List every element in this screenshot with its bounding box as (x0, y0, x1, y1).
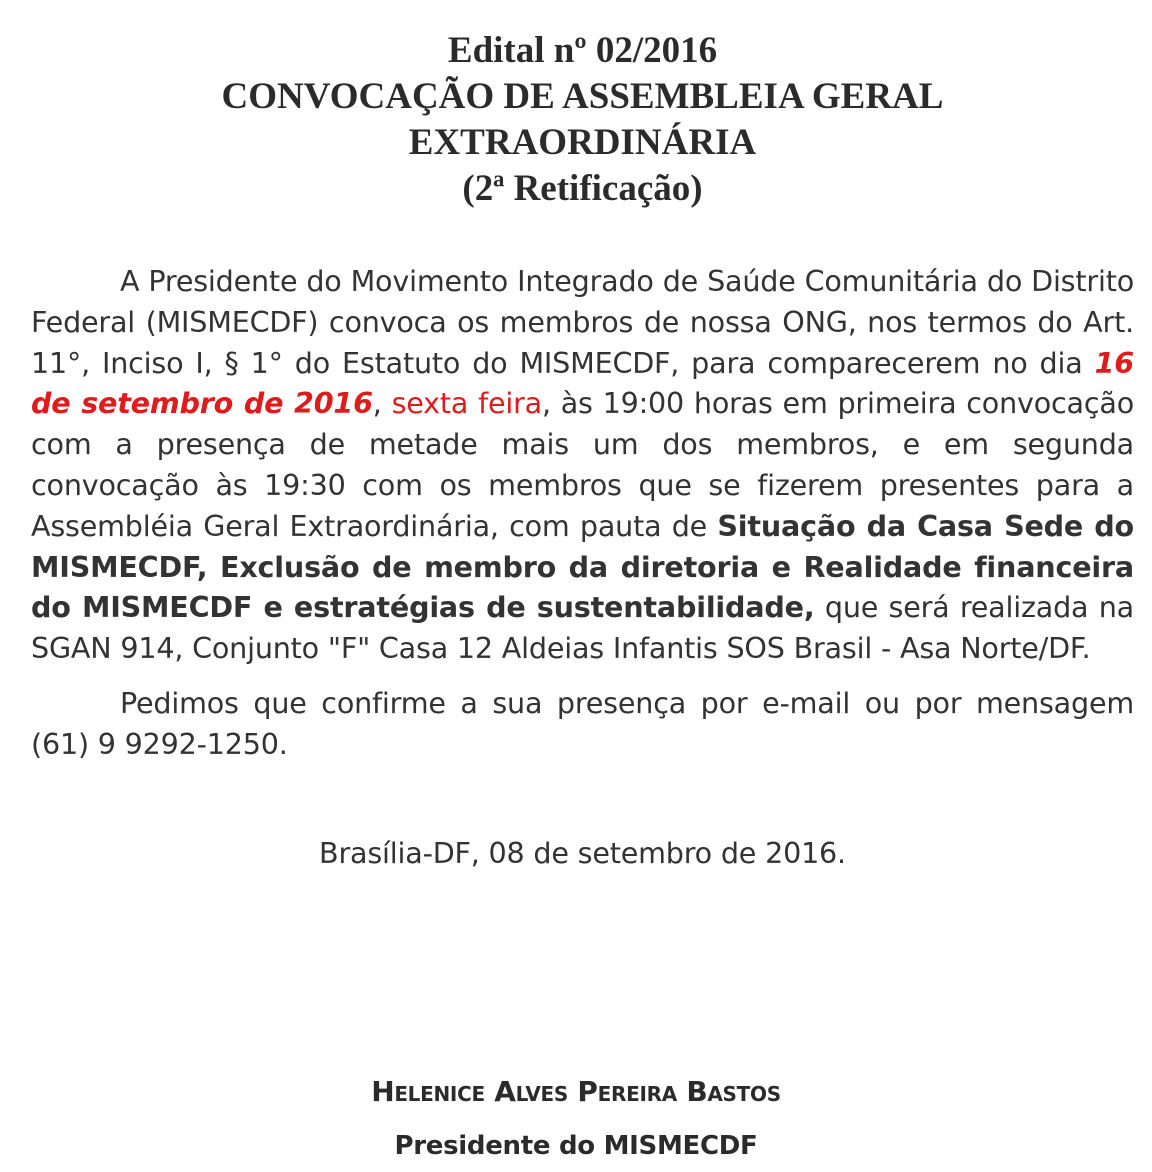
paragraph-text-1: A Presidente do Movimento Integrado de Saúde Comunitária do Distrito Federal (MISMECDF) convoca os membros de nossa ONG, nos termos do Art. 11°, Inciso I, § 1° do Estatuto do MISMECDF, para comparecerem no dia (31, 264, 1134, 380)
signatory-role: Presidente do MISMECDF (394, 1131, 758, 1161)
meeting-agenda: Situação da Casa Sede do MISMECDF, Exclusão de membro da diretoria e Realidade financeira do MISMECDF e estratégias de sustentabilidade, (31, 508, 1134, 625)
paragraph-text-2: , às 19:00 horas em primeira convocação com a presença de metade mais um dos membros, e em segunda convocação às 19:30 com os membros que se fizerem presentes para a Assembléia Geral Extraordinária, com pauta de (31, 386, 1134, 543)
place-date-line: Brasília-DF, 08 de setembro de 2016. (319, 835, 846, 870)
convocation-paragraph (31, 261, 1134, 669)
document (31, 28, 1134, 873)
paragraph-text-3: que será realizada na SGAN 914, Conjunto "F" Casa 12 Aldeias Infantis SOS Brasil - Asa Norte/DF. (31, 590, 1134, 666)
confirmation-paragraph: Pedimos que confirme a sua presença por e-mail ou por mensagem (61) 9 9292-1250. (31, 685, 1134, 761)
title-line-1: CONVOCAÇÃO DE ASSEMBLEIA GERAL (221, 76, 944, 117)
meeting-weekday: sexta feira (391, 386, 542, 421)
title-line-2: EXTRAORDINÁRIA (408, 122, 757, 163)
meeting-date: 16 de setembro de 2016 (31, 345, 1134, 421)
signatory-name: Helenice Alves Pereira Bastos (371, 1075, 781, 1108)
document-header (31, 28, 1134, 212)
retification-label: (2ª Retificação) (462, 168, 703, 209)
comma-separator: , (372, 386, 392, 421)
edital-number: Edital nº 02/2016 (447, 30, 718, 71)
